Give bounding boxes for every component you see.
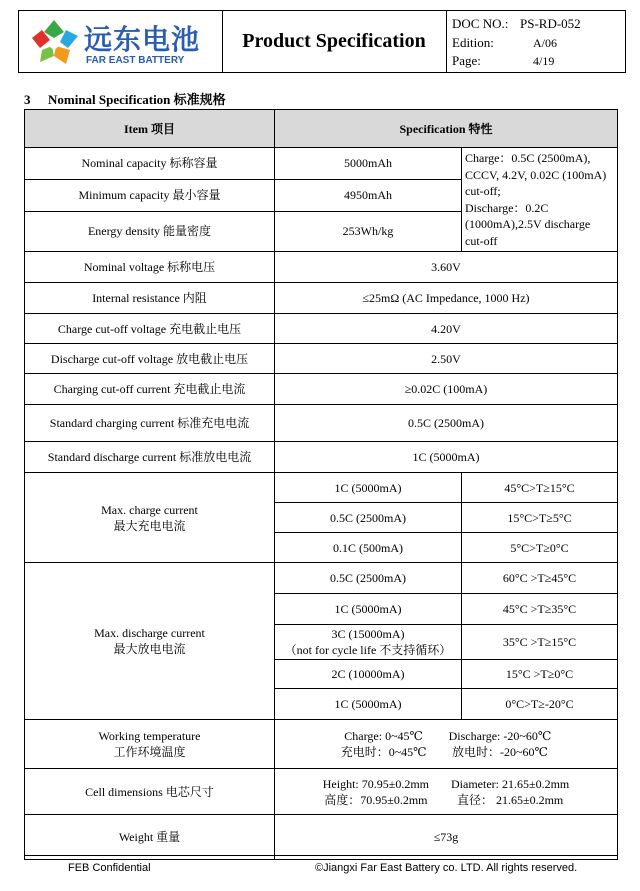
section-title: Nominal Specification 标准规格: [48, 92, 226, 107]
diameter-cn: 直径： 21.65±0.2mm: [456, 792, 564, 807]
table-row: [25, 344, 618, 374]
row-value: 1C (5000mA): [275, 442, 618, 473]
edition-value: A/06: [533, 36, 557, 50]
working-temp-label: [25, 720, 275, 769]
footer-copyright: ©Jiangxi Far East Battery co. LTD. All rights reserved.: [315, 862, 578, 874]
charge-temp-cn: 充电时：0~45℃: [340, 745, 427, 759]
row-value: ≤25mΩ (AC Impedance, 1000 Hz): [275, 283, 618, 314]
height-en: Height: 70.95±0.2mm: [322, 776, 429, 791]
weight-value: ≤73g: [275, 815, 618, 860]
table-row: [25, 252, 618, 283]
charge-temp-cell: 15°C>T≥5°C: [462, 503, 618, 533]
row-value: 4.20V: [275, 314, 618, 344]
charge-temp-cell: 45°C>T≥15°C: [462, 473, 618, 503]
max-discharge-label: [25, 563, 275, 720]
note-line: Charge：0.5C (2500mA),: [465, 151, 591, 165]
discharge-temp-cell: 35°C >T≥15°C: [462, 625, 618, 660]
discharge-temp-cn: 放电时：-20~60℃: [451, 745, 548, 759]
section-number: 3: [24, 92, 31, 107]
discharge-temp-en: Discharge: -20~60℃: [448, 729, 552, 743]
page-value: 4/19: [533, 54, 555, 68]
discharge-current-cell: 1C (5000mA): [275, 689, 462, 720]
table-row: [25, 473, 618, 503]
discharge-temp-cell: 15°C >T≥0°C: [462, 660, 618, 689]
row-label: Energy density 能量密度: [25, 211, 275, 251]
charge-temp-cell: 5°C>T≥0°C: [462, 533, 618, 563]
discharge-current-cell: 1C (5000mA): [275, 594, 462, 625]
table-row: [25, 314, 618, 344]
discharge-current-cell: 2C (10000mA): [275, 660, 462, 689]
charge-current-cell: 1C (5000mA): [275, 473, 462, 503]
document-title: Product Specification: [242, 30, 426, 52]
discharge-temp-cell: 45°C >T≥35°C: [462, 594, 618, 625]
brand-name-cn: 远东电池: [84, 23, 201, 56]
discharge-temp-cell: 60°C >T≥45°C: [462, 563, 618, 594]
table-row: [25, 442, 618, 473]
page-label: Page:: [452, 53, 481, 68]
charge-temp-en: Charge: 0~45℃: [344, 729, 423, 743]
label-cn: 工作环境温度: [113, 745, 186, 759]
row-value: 3.60V: [275, 252, 618, 283]
table-row: [25, 720, 618, 769]
discharge-current-cell: 0.5C (2500mA): [275, 563, 462, 594]
label-en: Working temperature: [98, 729, 201, 743]
column-header-item: Item 项目: [25, 110, 275, 148]
footer-confidential: FEB Confidential: [68, 862, 151, 874]
table-header-row: [25, 110, 618, 148]
charge-current-cell: 0.1C (500mA): [275, 533, 462, 563]
weight-label: Weight 重量: [25, 815, 275, 860]
table-row: [25, 374, 618, 405]
charge-current-cell: 0.5C (2500mA): [275, 503, 462, 533]
table-row: [25, 283, 618, 314]
row-value: ≥0.02C (100mA): [275, 374, 618, 405]
row-value: 5000mAh: [275, 148, 462, 180]
doc-no-label: DOC NO.:: [452, 16, 509, 31]
row-label: Standard charging current 标准充电电流: [25, 405, 275, 442]
row-value: 253Wh/kg: [275, 211, 462, 251]
label-cn: 最大放电电流: [113, 642, 186, 656]
row-value: 0.5C (2500mA): [275, 405, 618, 442]
cell-dimensions-value: [275, 769, 618, 815]
diameter-en: Diameter: 21.65±0.2mm: [451, 776, 570, 791]
row-label: Charging cut-off current 充电截止电流: [25, 374, 275, 405]
row-label: Discharge cut-off voltage 放电截止电压: [25, 344, 275, 374]
column-header-spec: Specification 特性: [275, 110, 618, 148]
row-label: Nominal capacity 标称容量: [25, 148, 275, 180]
note-line: CCCV, 4.2V, 0.02C (100mA): [465, 167, 607, 182]
table-row: [25, 769, 618, 815]
height-cn: 高度：70.95±0.2mm: [324, 792, 428, 807]
note-line: Discharge：0.2C: [465, 200, 549, 215]
discharge-current-cell: [275, 625, 462, 660]
label-en: Max. discharge current: [94, 626, 205, 640]
max-charge-label: [25, 473, 275, 563]
note-line: cut-off;: [465, 184, 501, 198]
row-label: Charge cut-off voltage 充电截止电压: [25, 314, 275, 344]
row-label: Standard discharge current 标准放电电流: [25, 442, 275, 473]
working-temp-value: [275, 720, 618, 769]
row-value: 2.50V: [275, 344, 618, 374]
section-heading: [24, 89, 226, 108]
row-label: Minimum capacity 最小容量: [25, 179, 275, 211]
header-divider: [446, 10, 447, 73]
table-row: [25, 405, 618, 442]
row-value: 4950mAh: [275, 179, 462, 211]
discharge-temp-cell: 0°C>T≥-20°C: [462, 689, 618, 720]
row-label: Nominal voltage 标称电压: [25, 252, 275, 283]
note-line: (1000mA),2.5V discharge: [465, 217, 591, 231]
label-cn: 最大充电电流: [113, 518, 186, 533]
capacity-test-note: [462, 148, 618, 252]
discharge-current-value: 3C (15000mA): [331, 627, 405, 641]
label-en: Max. charge current: [101, 502, 198, 517]
note-line: cut-off: [465, 233, 498, 248]
table-row: [25, 563, 618, 594]
table-row: [25, 148, 618, 180]
far-east-battery-logo-icon: [26, 16, 82, 68]
brand-name-en: FAR EAST BATTERY: [86, 55, 185, 66]
footer-divider: [24, 855, 617, 856]
spec-table: [24, 109, 618, 860]
edition-label: Edition:: [452, 35, 494, 50]
row-label: Internal resistance 内阻: [25, 283, 275, 314]
table-row: [25, 815, 618, 860]
discharge-current-note: （not for cycle life 不支持循环）: [284, 643, 452, 657]
doc-no-value: PS-RD-052: [520, 16, 581, 31]
cell-dimensions-label: Cell dimensions 电芯尺寸: [25, 769, 275, 815]
